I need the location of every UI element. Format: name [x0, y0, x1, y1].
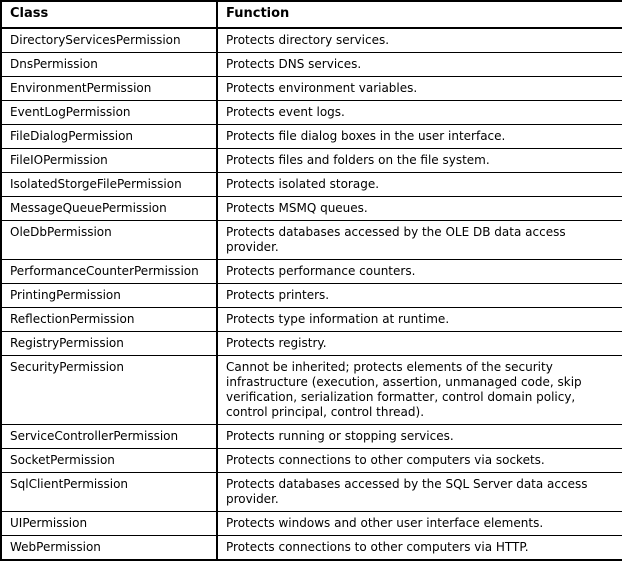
function-cell: Protects performance counters.	[217, 260, 622, 284]
class-cell: SqlClientPermission	[1, 473, 217, 512]
function-cell: Protects databases accessed by the SQL Server data access provider.	[217, 473, 622, 512]
class-cell: UIPermission	[1, 512, 217, 536]
class-cell: SecurityPermission	[1, 356, 217, 425]
table-row	[1, 356, 622, 425]
column-header-function: Function	[217, 1, 622, 28]
table-row	[1, 77, 622, 101]
table-row	[1, 332, 622, 356]
class-cell: FileDialogPermission	[1, 125, 217, 149]
table-row	[1, 536, 622, 561]
class-cell: RegistryPermission	[1, 332, 217, 356]
class-cell: DnsPermission	[1, 53, 217, 77]
class-cell: EnvironmentPermission	[1, 77, 217, 101]
table-row	[1, 53, 622, 77]
function-cell: Protects DNS services.	[217, 53, 622, 77]
class-cell: ServiceControllerPermission	[1, 425, 217, 449]
class-cell: ReflectionPermission	[1, 308, 217, 332]
function-cell: Protects directory services.	[217, 28, 622, 53]
header-row	[1, 1, 622, 28]
table-row	[1, 101, 622, 125]
table-row	[1, 260, 622, 284]
function-cell: Cannot be inherited; protects elements of the security infrastructure (execution, assertion, unmanaged code, skip verification, serialization formatter, control domain policy, control principal, control thread).	[217, 356, 622, 425]
class-cell: OleDbPermission	[1, 221, 217, 260]
table-row	[1, 28, 622, 53]
function-cell: Protects printers.	[217, 284, 622, 308]
table-row	[1, 125, 622, 149]
table-row	[1, 173, 622, 197]
table-body	[1, 28, 622, 560]
function-cell: Protects MSMQ queues.	[217, 197, 622, 221]
class-cell: PrintingPermission	[1, 284, 217, 308]
function-cell: Protects files and folders on the file system.	[217, 149, 622, 173]
class-cell: WebPermission	[1, 536, 217, 561]
function-cell: Protects isolated storage.	[217, 173, 622, 197]
function-cell: Protects environment variables.	[217, 77, 622, 101]
function-cell: Protects connections to other computers via HTTP.	[217, 536, 622, 561]
class-cell: DirectoryServicesPermission	[1, 28, 217, 53]
class-cell: EventLogPermission	[1, 101, 217, 125]
table-row	[1, 449, 622, 473]
function-cell: Protects type information at runtime.	[217, 308, 622, 332]
function-cell: Protects windows and other user interface elements.	[217, 512, 622, 536]
function-cell: Protects databases accessed by the OLE DB data access provider.	[217, 221, 622, 260]
table-row	[1, 308, 622, 332]
function-cell: Protects file dialog boxes in the user interface.	[217, 125, 622, 149]
class-cell: PerformanceCounterPermission	[1, 260, 217, 284]
class-cell: MessageQueuePermission	[1, 197, 217, 221]
function-cell: Protects event logs.	[217, 101, 622, 125]
function-cell: Protects running or stopping services.	[217, 425, 622, 449]
function-cell: Protects connections to other computers via sockets.	[217, 449, 622, 473]
table-row	[1, 197, 622, 221]
class-cell: FileIOPermission	[1, 149, 217, 173]
table-row	[1, 221, 622, 260]
table-row	[1, 473, 622, 512]
table-row	[1, 149, 622, 173]
table-row	[1, 512, 622, 536]
column-header-class: Class	[1, 1, 217, 28]
function-cell: Protects registry.	[217, 332, 622, 356]
class-cell: SocketPermission	[1, 449, 217, 473]
class-cell: IsolatedStorgeFilePermission	[1, 173, 217, 197]
table-row	[1, 284, 622, 308]
table-row	[1, 425, 622, 449]
